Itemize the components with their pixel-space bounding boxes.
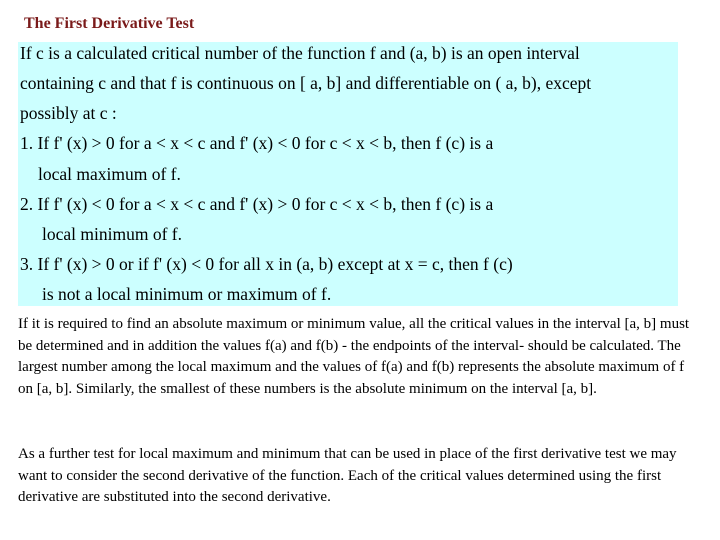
paragraph-second-derivative: As a further test for local maximum and minimum that can be used in place of the first derivative test we may want to consider the second derivative of the function. Each of the critical values determined using the first derivative are substituted into the second derivative. <box>18 446 677 505</box>
theorem-box <box>18 42 678 306</box>
theorem-case-1-conclusion: local maximum of f. <box>38 164 181 184</box>
theorem-case-2-conclusion: local minimum of f. <box>42 224 182 244</box>
theorem-case-1: 1. If f' (x) > 0 for a < x < c and f' (x) < 0 for c < x < b, then f (c) is a <box>20 133 494 153</box>
paragraph-absolute-extrema: If it is required to find an absolute maximum or minimum value, all the critical values in the interval [a, b] must be determined and in addition the values f(a) and f(b) - the endpoints of the interval- should be calculated. The largest number among the local maximum and the values of f(a) and f(b) represents the absolute maximum of f on [a, b]. Similarly, the smallest of these numbers is the absolute minimum on the interval [a, b]. <box>18 316 690 397</box>
theorem-case-2: 2. If f' (x) < 0 for a < x < c and f' (x) > 0 for c < x < b, then f (c) is a <box>20 194 494 214</box>
page-title: The First Derivative Test <box>24 15 195 32</box>
theorem-case-3-conclusion: is not a local minimum or maximum of f. <box>42 284 332 304</box>
theorem-line-3: possibly at c : <box>20 103 117 123</box>
theorem-line-2: containing c and that f is continuous on [ a, b] and differentiable on ( a, b), except <box>20 73 592 93</box>
theorem-case-3: 3. If f' (x) > 0 or if f' (x) < 0 for all x in (a, b) except at x = c, then f (c) <box>20 254 513 274</box>
theorem-line-1: If c is a calculated critical number of the function f and (a, b) is an open interval <box>20 43 580 63</box>
